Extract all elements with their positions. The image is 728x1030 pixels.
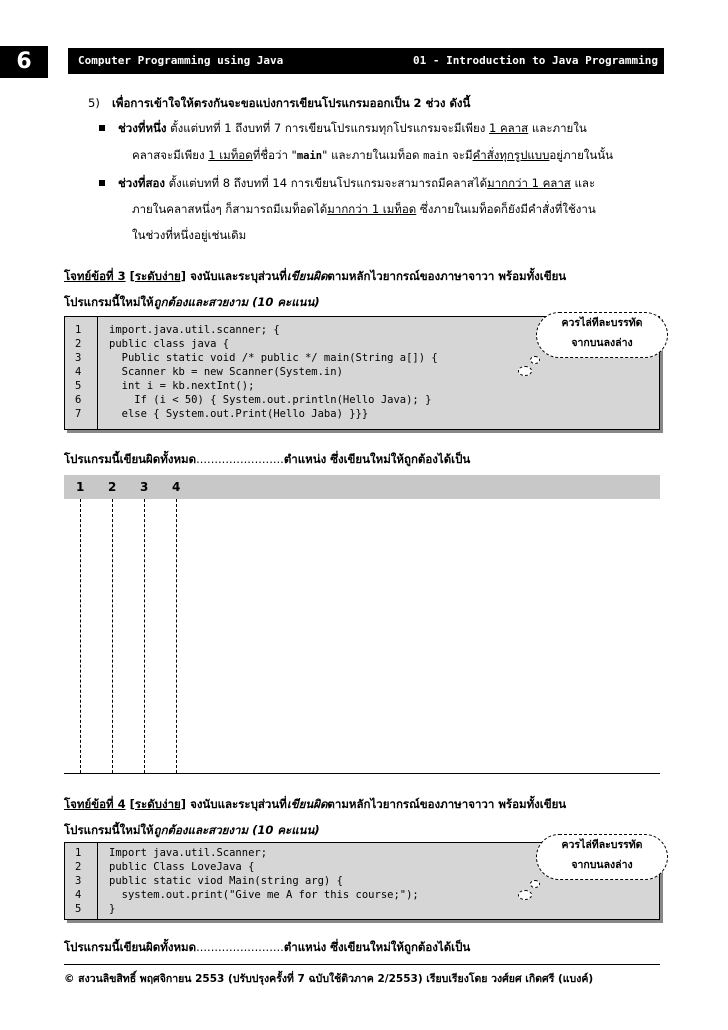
ex4-code-line: public Class LoveJava { xyxy=(109,861,255,873)
ex3-cloud-note xyxy=(536,312,668,358)
ex3-answer-a: โปรแกรมนี้เขียนผิดทั้งหมด xyxy=(64,452,197,466)
ex3-answer-line xyxy=(64,448,470,470)
ex3-answer-grid-header xyxy=(64,475,660,499)
ex3-line2-italic: ถูกต้องและสวยงาม xyxy=(153,295,249,309)
ex4-code-line: Import java.util.Scanner; xyxy=(109,847,268,859)
part1-line2-b: ที่ชื่อว่า " xyxy=(252,148,297,162)
ex4-code-line: } xyxy=(109,903,116,915)
ex4-answer-b: ตำแหน่ง ซึ่งเขียนใหม่ให้ถูกต้องได้เป็น xyxy=(283,940,471,954)
part2-line1-b: และ xyxy=(574,176,596,190)
part1-line1-ul: 1 คลาส xyxy=(489,121,529,135)
bullet-icon xyxy=(99,125,105,131)
ex3-line-number: 5 xyxy=(75,380,82,392)
part1-line2-code: main xyxy=(296,150,323,162)
cloud-line: จากบนลงล่าง xyxy=(571,859,633,871)
part1-line1-b: และภายใน xyxy=(531,121,587,135)
ex4-line2-italic: ถูกต้องและสวยงาม xyxy=(153,823,249,837)
ex4-answer-line xyxy=(64,936,470,958)
ex3-column-label: 3 xyxy=(140,480,149,494)
item5-intro: เพื่อการเข้าใจให้ตรงกันจะขอแบ่งการเขียนโปรแกรมออกเป็น 2 ช่วง ดังนี้ xyxy=(112,96,471,110)
cloud-line: ควรไล่ทีละบรรทัด xyxy=(561,317,643,329)
part2-line1-a: ตั้งแต่บทที่ 8 ถึงบทที่ 14 การเขียนโปรแกรมจะสามารถมีคลาสได้ xyxy=(168,176,488,190)
part1-line2-code2: main xyxy=(423,150,449,162)
ex3-text-italic: เขียนผิด xyxy=(286,269,328,283)
ex4-text-b: ตามหลักไวยากรณ์ของภาษาจาวา พร้อมทั้งเขียน xyxy=(327,797,567,811)
part1-line2-e: อยู่ภายในนั้น xyxy=(549,148,614,162)
ex4-line-number: 1 xyxy=(75,847,82,859)
item5-part1-line2 xyxy=(132,144,667,167)
ex4-title-line1 xyxy=(64,793,566,815)
ex3-column-divider xyxy=(176,499,177,773)
ex4-code-line: system.out.print("Give me A for this course;"); xyxy=(109,889,419,901)
ex3-line2-a: โปรแกรมนี้ใหม่ให้ xyxy=(64,295,154,309)
ex4-level: [ระดับง่าย] xyxy=(129,797,187,811)
ex4-line2-a: โปรแกรมนี้ใหม่ให้ xyxy=(64,823,154,837)
ex3-code-line: Public static void /* public */ main(String a[]) { xyxy=(109,352,438,364)
ex3-line-number: 2 xyxy=(75,338,82,350)
part1-line2-ul: 1 เมท็อด xyxy=(208,148,253,162)
ex4-line-number: 2 xyxy=(75,861,82,873)
ex4-answer-blank: ........................ xyxy=(196,940,284,954)
part2-line2-ul: มากกว่า 1 เมท็อด xyxy=(327,202,417,216)
part2-label: ช่วงที่สอง xyxy=(118,176,165,190)
item5-part2-line3: ในช่วงที่หนึ่งอยู่เช่นเดิม xyxy=(132,228,247,242)
ex4-answer-a: โปรแกรมนี้เขียนผิดทั้งหมด xyxy=(64,940,197,954)
ex4-line-number: 5 xyxy=(75,903,82,915)
ex3-line-number: 4 xyxy=(75,366,82,378)
ex3-code-line: import.java.util.scanner; { xyxy=(109,324,280,336)
ex3-column-divider xyxy=(112,499,113,773)
ex3-answer-grid-bottom xyxy=(64,773,660,774)
part2-line2-a: ภายในคลาสหนึ่งๆ ก็สามารถมีเมท็อดได้ xyxy=(132,202,328,216)
ex4-text-italic: เขียนผิด xyxy=(286,797,328,811)
ex3-label: โจทย์ข้อที่ 3 xyxy=(64,269,126,283)
header-left-title: Computer Programming using Java xyxy=(78,54,284,67)
footer-rule xyxy=(64,964,660,965)
ex3-line-numbers xyxy=(65,317,98,429)
ex3-column-label: 1 xyxy=(76,480,85,494)
ex3-line-number: 7 xyxy=(75,408,82,420)
item5-part2-line2 xyxy=(132,198,667,220)
ex4-line-number: 3 xyxy=(75,875,82,887)
ex3-column-divider xyxy=(144,499,145,773)
ex3-title-line2 xyxy=(64,291,320,313)
part1-line2-d: จะมี xyxy=(452,148,473,162)
ex4-line2-b: (10 คะแนน) xyxy=(252,823,320,837)
header-right-title: 01 - Introduction to Java Programming xyxy=(412,54,658,67)
ex3-text-a: จงนับและระบุส่วนที่ xyxy=(190,269,287,283)
bullet-icon xyxy=(99,180,105,186)
ex3-text-b: ตามหลักไวยากรณ์ของภาษาจาวา พร้อมทั้งเขียน xyxy=(327,269,567,283)
part1-line1-a: ตั้งแต่บทที่ 1 ถึงบทที่ 7 การเขียนโปรแกรมทุกโปรแกรมจะมีเพียง xyxy=(170,121,486,135)
ex3-code-line: int i = kb.nextInt(); xyxy=(109,380,255,392)
part2-line2-b: ซึ่งภายในเมท็อดก็ยังมีคำสั่งที่ใช้งาน xyxy=(419,202,596,216)
item5-number: 5) xyxy=(88,96,100,110)
item5-part1-line1 xyxy=(118,117,663,139)
cloud-line: จากบนลงล่าง xyxy=(571,337,633,349)
cloud-tail-dot xyxy=(518,890,532,900)
ex3-level: [ระดับง่าย] xyxy=(129,269,187,283)
ex3-column-label: 4 xyxy=(172,480,181,494)
ex3-column-label: 2 xyxy=(108,480,117,494)
page-header-bar xyxy=(68,48,664,74)
footer-copyright: © สงวนลิขสิทธิ์ พฤศจิกายน 2553 (ปรับปรุงครั้งที่ 7 ฉบับใช้ติวภาค 2/2553) เรียบเรียงโดย วงศ์ยศ เกิดศรี (แบงค์) xyxy=(64,973,594,985)
ex4-title-line2 xyxy=(64,819,320,841)
ex3-line-number: 3 xyxy=(75,352,82,364)
cloud-tail-dot xyxy=(530,356,540,364)
ex3-line-number: 1 xyxy=(75,324,82,336)
part1-line2-ul2: คำสั่งทุกรูปแบบ xyxy=(472,148,550,162)
cloud-tail-dot xyxy=(518,366,532,376)
ex3-code-line: Scanner kb = new Scanner(System.in) xyxy=(109,366,343,378)
part1-label: ช่วงที่หนึ่ง xyxy=(118,121,167,135)
part2-line1-ul: มากกว่า 1 คลาส xyxy=(487,176,571,190)
part1-line2-c: " และภายในเมท็อด xyxy=(322,148,420,162)
page-number: 6 xyxy=(0,46,48,78)
ex3-column-divider xyxy=(80,499,81,773)
ex3-title-line1 xyxy=(64,265,566,287)
cloud-tail-dot xyxy=(530,880,540,888)
part1-line2-a: คลาสจะมีเพียง xyxy=(132,148,205,162)
ex3-code-line: If (i < 50) { System.out.println(Hello Java); } xyxy=(109,394,432,406)
ex3-answer-blank: ........................ xyxy=(196,452,284,466)
ex3-line-number: 6 xyxy=(75,394,82,406)
ex3-answer-b: ตำแหน่ง ซึ่งเขียนใหม่ให้ถูกต้องได้เป็น xyxy=(283,452,471,466)
cloud-line: ควรไล่ทีละบรรทัด xyxy=(561,839,643,851)
ex4-code-line: public static viod Main(string arg) { xyxy=(109,875,343,887)
ex4-cloud-note xyxy=(536,834,668,880)
ex4-label: โจทย์ข้อที่ 4 xyxy=(64,797,126,811)
ex3-code-line: public class java { xyxy=(109,338,230,350)
ex4-line-numbers xyxy=(65,843,98,919)
ex3-code-line: else { System.out.Print(Hello Jaba) }}} xyxy=(109,408,369,420)
ex3-line2-b: (10 คะแนน) xyxy=(252,295,320,309)
ex4-text-a: จงนับและระบุส่วนที่ xyxy=(190,797,287,811)
item5-part2-line1 xyxy=(118,172,663,194)
ex4-line-number: 4 xyxy=(75,889,82,901)
